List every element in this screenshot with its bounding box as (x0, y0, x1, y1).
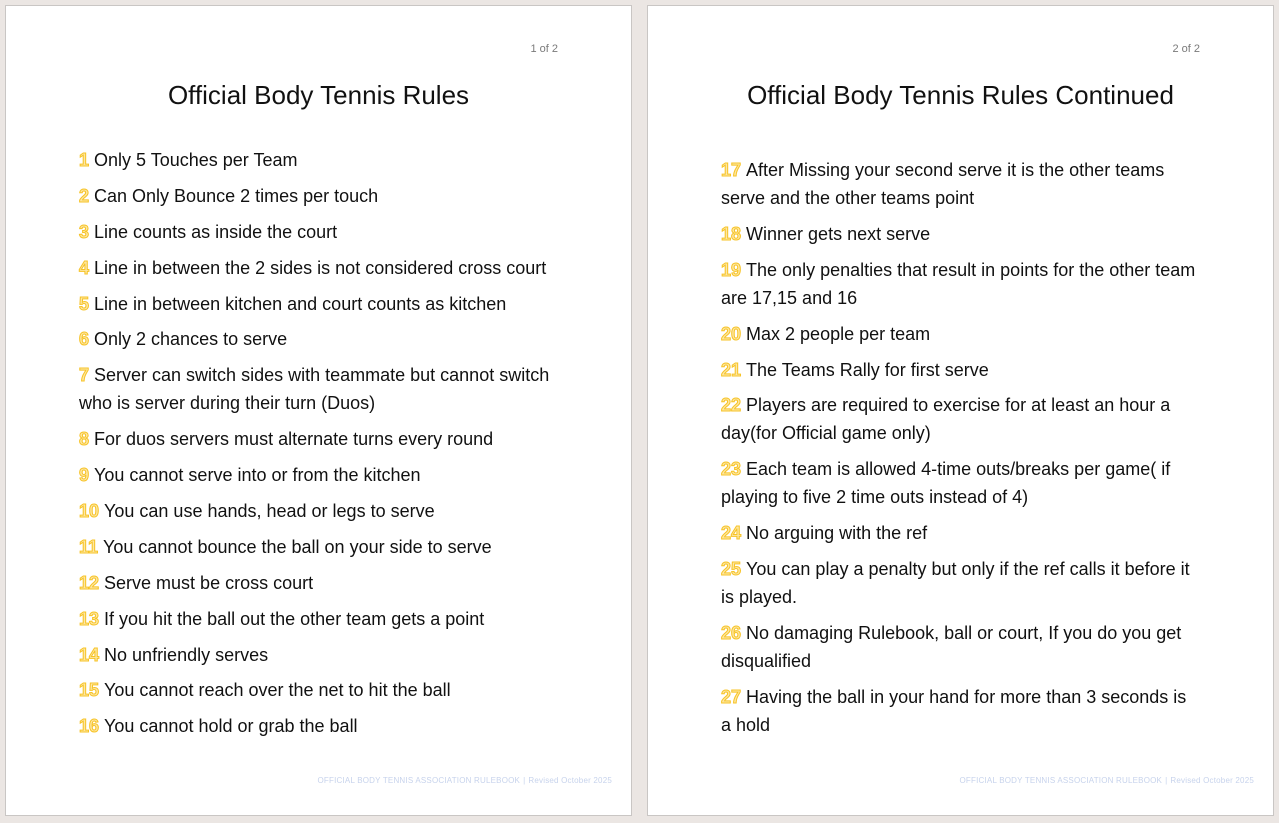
rule-item (721, 619, 1200, 675)
rule-number: 6 (79, 329, 90, 350)
rule-text: No arguing with the ref (746, 523, 928, 544)
rule-text: Having the ball in your hand for more than 3 seconds is a hold (721, 686, 1187, 735)
rule-text: You cannot serve into or from the kitchen (94, 465, 421, 486)
rule-number: 12 (79, 572, 100, 593)
rule-text: No damaging Rulebook, ball or court, If you do you get disqualified (721, 623, 1182, 672)
rule-item (721, 519, 1200, 547)
rule-text: No unfriendly serves (104, 644, 269, 665)
rule-item (79, 497, 558, 525)
rule-number: 13 (79, 608, 100, 629)
rule-text: Each team is allowed 4-time outs/breaks per game( if playing to five 2 time outs instead of 4) (721, 459, 1171, 508)
rule-text: Line counts as inside the court (94, 221, 338, 242)
rule-item (79, 641, 558, 669)
rule-number: 20 (721, 323, 742, 344)
rule-text: You cannot reach over the net to hit the ball (104, 680, 451, 701)
rule-item (79, 569, 558, 597)
rule-item (79, 533, 558, 561)
rule-number: 7 (79, 365, 90, 386)
rule-item (79, 254, 558, 282)
rule-item (79, 182, 558, 210)
rule-number: 5 (79, 293, 90, 314)
rule-item (79, 361, 558, 417)
rule-item (79, 325, 558, 353)
rule-text: Line in between kitchen and court counts as kitchen (94, 293, 507, 314)
footer-separator: | (523, 776, 526, 785)
rule-number: 16 (79, 716, 100, 737)
footer-title: OFFICIAL BODY TENNIS ASSOCIATION RULEBOOK (959, 776, 1163, 785)
rule-text: Only 2 chances to serve (94, 329, 288, 350)
rule-number: 19 (721, 259, 742, 280)
rule-item (721, 220, 1200, 248)
rule-number: 1 (79, 150, 90, 170)
rule-text: You can play a penalty but only if the ref calls it before it is played. (721, 559, 1190, 608)
rule-item (79, 146, 558, 174)
rule-item (79, 218, 558, 246)
rule-text: You cannot hold or grab the ball (104, 716, 358, 737)
rule-text: Serve must be cross court (104, 572, 314, 593)
page-title: Official Body Tennis Rules Continued (747, 80, 1174, 110)
rule-number: 25 (721, 559, 742, 580)
rule-number: 15 (79, 680, 100, 701)
rule-text: Only 5 Touches per Team (94, 150, 298, 170)
rule-item (721, 455, 1200, 511)
footer-revision: Revised October 2025 (1170, 776, 1254, 785)
rule-item (79, 605, 558, 633)
rule-number: 14 (79, 644, 100, 665)
page-title: Official Body Tennis Rules (167, 80, 470, 110)
rule-text: The only penalties that result in points for the other team are 17,15 and 16 (721, 259, 1196, 308)
rule-item (721, 256, 1200, 312)
rule-number: 11 (79, 536, 99, 557)
rule-number: 2 (79, 185, 90, 206)
rule-number: 22 (721, 395, 742, 416)
rule-item (721, 320, 1200, 348)
footer-separator: | (1165, 776, 1168, 785)
rule-item (721, 356, 1200, 384)
rule-item (79, 712, 558, 740)
rule-item (721, 156, 1200, 212)
document-page-2 (647, 5, 1274, 816)
rule-number: 17 (721, 160, 742, 180)
footer-title: OFFICIAL BODY TENNIS ASSOCIATION RULEBOOK (317, 776, 521, 785)
rule-number: 24 (721, 523, 742, 544)
rule-text: Winner gets next serve (746, 223, 931, 244)
rules-list (79, 146, 558, 748)
rule-text: Line in between the 2 sides is not considered cross court (94, 257, 547, 278)
rule-item (721, 391, 1200, 447)
rule-item (721, 555, 1200, 611)
rule-number: 21 (721, 359, 742, 380)
rule-number: 10 (79, 501, 100, 522)
rule-text: Max 2 people per team (746, 323, 931, 344)
rule-number: 8 (79, 429, 90, 450)
rule-text: Server can switch sides with teammate but cannot switch who is server during their turn (Duos) (79, 365, 550, 414)
page-footer (317, 776, 612, 785)
rule-text: If you hit the ball out the other team gets a point (104, 608, 485, 629)
rule-item (79, 425, 558, 453)
rule-text: Can Only Bounce 2 times per touch (94, 185, 379, 206)
rule-item (79, 461, 558, 489)
rule-text: You can use hands, head or legs to serve (104, 501, 435, 522)
rule-number: 3 (79, 221, 90, 242)
rule-number: 9 (79, 465, 90, 486)
rule-text: Players are required to exercise for at least an hour a day(for Official game only) (721, 395, 1171, 444)
document-page-1 (5, 5, 632, 816)
rule-text: After Missing your second serve it is the other teams serve and the other teams point (721, 160, 1165, 208)
rule-item (721, 683, 1200, 739)
rule-item (79, 290, 558, 318)
page-number: 1 of 2 (530, 43, 558, 55)
page-footer (959, 776, 1254, 785)
footer-revision: Revised October 2025 (528, 776, 612, 785)
rule-number: 27 (721, 686, 742, 707)
rule-number: 26 (721, 623, 742, 644)
rule-text: You cannot bounce the ball on your side to serve (103, 536, 492, 557)
rule-text: For duos servers must alternate turns every round (94, 429, 494, 450)
rule-item (79, 676, 558, 704)
page-number: 2 of 2 (1172, 43, 1200, 55)
rule-number: 4 (79, 257, 90, 278)
rules-list (721, 156, 1200, 747)
rule-number: 23 (721, 459, 742, 480)
rule-text: The Teams Rally for first serve (746, 359, 989, 380)
rule-number: 18 (721, 223, 742, 244)
